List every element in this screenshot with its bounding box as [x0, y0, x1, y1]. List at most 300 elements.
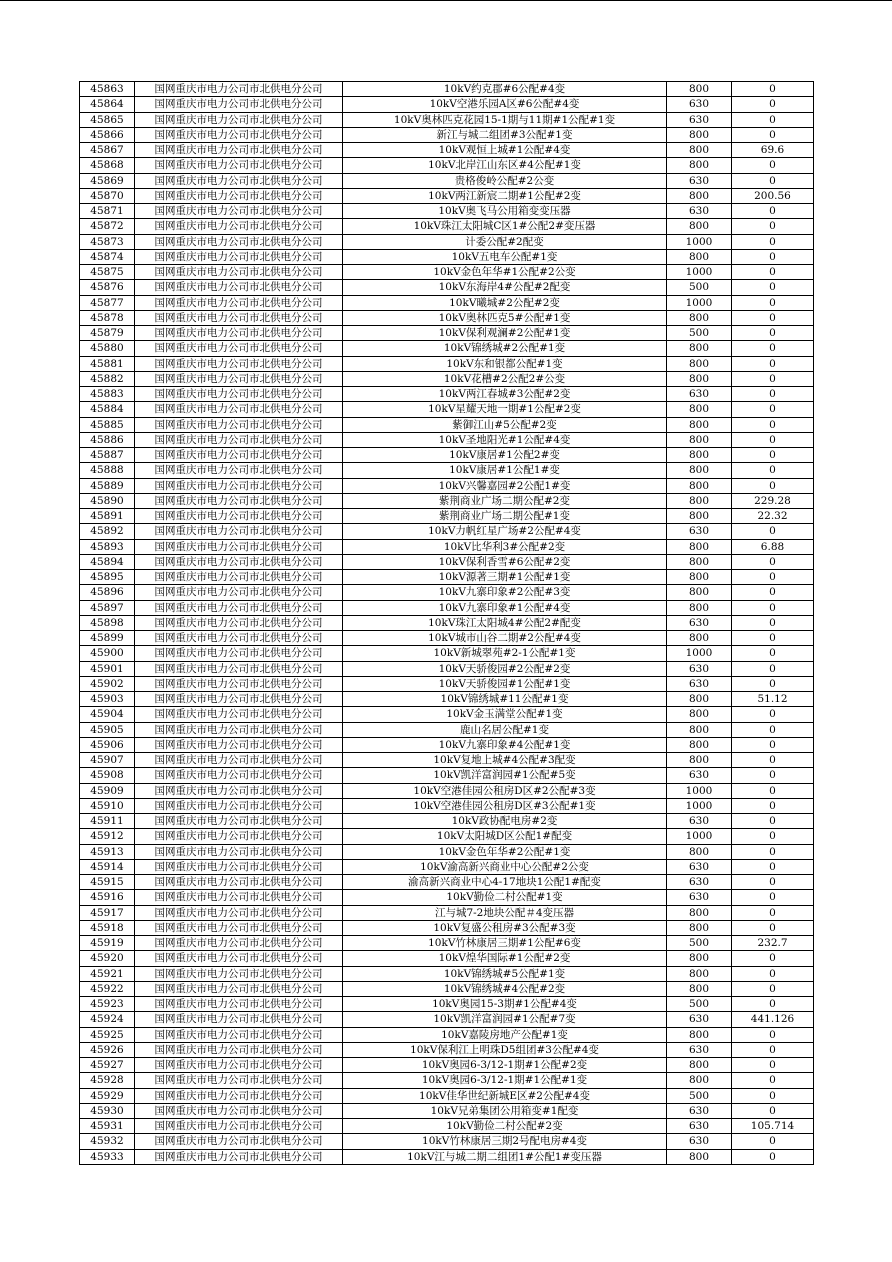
capacity-cell: 800: [667, 127, 732, 142]
company-cell: 国网重庆市电力公司市北供电分公司: [135, 615, 343, 630]
transformer-name-cell: 新江与城二组团#3公配#1变: [343, 127, 667, 142]
row-id-cell: 45890: [80, 493, 135, 508]
capacity-cell: 800: [667, 188, 732, 203]
transformer-name-cell: 10kV珠江太阳城4#公配2#配变: [343, 615, 667, 630]
company-cell: 国网重庆市电力公司市北供电分公司: [135, 310, 343, 325]
transformer-name-cell: 10kV城市山谷二期#2公配#4变: [343, 631, 667, 646]
transformer-name-cell: 10kV复地上城#4公配#3配变: [343, 753, 667, 768]
table-row: [80, 798, 814, 813]
capacity-cell: 630: [667, 890, 732, 905]
table-row: [80, 1073, 814, 1088]
capacity-cell: 500: [667, 280, 732, 295]
row-id-cell: 45874: [80, 249, 135, 264]
table-row: [80, 676, 814, 691]
value-cell: 0: [732, 646, 814, 661]
company-cell: 国网重庆市电力公司市北供电分公司: [135, 1134, 343, 1149]
capacity-cell: 1000: [667, 646, 732, 661]
company-cell: 国网重庆市电力公司市北供电分公司: [135, 112, 343, 127]
table-row: [80, 1027, 814, 1042]
value-cell: 0: [732, 1149, 814, 1164]
value-cell: 0: [732, 280, 814, 295]
table-row: [80, 539, 814, 554]
transformer-name-cell: 10kV江与城二期二组团1#公配1#变压器: [343, 1149, 667, 1164]
transformer-name-cell: 10kV两江新宸二期#1公配#2变: [343, 188, 667, 203]
table-row: [80, 783, 814, 798]
table-row: [80, 844, 814, 859]
capacity-cell: 630: [667, 387, 732, 402]
row-id-cell: 45882: [80, 371, 135, 386]
table-row: [80, 188, 814, 203]
table-row: [80, 631, 814, 646]
company-cell: 国网重庆市电力公司市北供电分公司: [135, 692, 343, 707]
transformer-name-cell: 10kV奥园6-3/12-1期#1公配#1变: [343, 1073, 667, 1088]
transformer-name-cell: 10kV奥林匹克5#公配#1变: [343, 310, 667, 325]
table-row: [80, 753, 814, 768]
row-id-cell: 45878: [80, 310, 135, 325]
row-id-cell: 45872: [80, 219, 135, 234]
transformer-name-cell: 10kV星耀天地一期#1公配#2变: [343, 402, 667, 417]
capacity-cell: 630: [667, 661, 732, 676]
transformer-name-cell: 渝高新兴商业中心4-17地块1公配1#配变: [343, 875, 667, 890]
capacity-cell: 630: [667, 112, 732, 127]
value-cell: 0: [732, 1103, 814, 1118]
company-cell: 国网重庆市电力公司市北供电分公司: [135, 1103, 343, 1118]
transformer-name-cell: 10kV奥飞马公用箱变变压器: [343, 204, 667, 219]
capacity-cell: 800: [667, 585, 732, 600]
capacity-cell: 800: [667, 158, 732, 173]
row-id-cell: 45895: [80, 570, 135, 585]
table-row: [80, 1119, 814, 1134]
capacity-cell: 1000: [667, 829, 732, 844]
value-cell: 0: [732, 1088, 814, 1103]
company-cell: 国网重庆市电力公司市北供电分公司: [135, 143, 343, 158]
value-cell: 0: [732, 204, 814, 219]
value-cell: 0: [732, 981, 814, 996]
row-id-cell: 45923: [80, 997, 135, 1012]
table-row: [80, 143, 814, 158]
company-cell: 国网重庆市电力公司市北供电分公司: [135, 570, 343, 585]
transformer-name-cell: 10kV复盛公租房#3公配#3变: [343, 920, 667, 935]
capacity-cell: 800: [667, 310, 732, 325]
capacity-cell: 630: [667, 875, 732, 890]
company-cell: 国网重庆市电力公司市北供电分公司: [135, 326, 343, 341]
value-cell: 0: [732, 1058, 814, 1073]
table-row: [80, 524, 814, 539]
capacity-cell: 800: [667, 143, 732, 158]
value-cell: 0: [732, 326, 814, 341]
table-row: [80, 920, 814, 935]
capacity-cell: 630: [667, 1103, 732, 1118]
capacity-cell: 630: [667, 524, 732, 539]
value-cell: 0: [732, 966, 814, 981]
value-cell: 0: [732, 737, 814, 752]
row-id-cell: 45913: [80, 844, 135, 859]
capacity-cell: 800: [667, 432, 732, 447]
value-cell: 0: [732, 463, 814, 478]
row-id-cell: 45927: [80, 1058, 135, 1073]
value-cell: 0: [732, 341, 814, 356]
transformer-name-cell: 10kV奥园15-3期#1公配#4变: [343, 997, 667, 1012]
company-cell: 国网重庆市电力公司市北供电分公司: [135, 204, 343, 219]
company-cell: 国网重庆市电力公司市北供电分公司: [135, 768, 343, 783]
table-row: [80, 371, 814, 386]
value-cell: 0: [732, 615, 814, 630]
company-cell: 国网重庆市电力公司市北供电分公司: [135, 554, 343, 569]
company-cell: 国网重庆市电力公司市北供电分公司: [135, 676, 343, 691]
capacity-cell: 800: [667, 356, 732, 371]
company-cell: 国网重庆市电力公司市北供电分公司: [135, 661, 343, 676]
table-row: [80, 692, 814, 707]
transformer-name-cell: 鹿山名居公配#1变: [343, 722, 667, 737]
company-cell: 国网重庆市电力公司市北供电分公司: [135, 127, 343, 142]
table-row: [80, 127, 814, 142]
row-id-cell: 45873: [80, 234, 135, 249]
table-row: [80, 1012, 814, 1027]
row-id-cell: 45894: [80, 554, 135, 569]
transformer-name-cell: 紫荆商业广场二期公配#2变: [343, 493, 667, 508]
value-cell: 0: [732, 97, 814, 112]
value-cell: 0: [732, 997, 814, 1012]
transformer-name-cell: 10kV勤俭二村公配#2变: [343, 1119, 667, 1134]
table-body: [80, 82, 814, 1165]
value-cell: 0: [732, 249, 814, 264]
table-row: [80, 341, 814, 356]
value-cell: 0: [732, 158, 814, 173]
transformer-name-cell: 10kV锦绣城#5公配#1变: [343, 966, 667, 981]
value-cell: 0: [732, 1027, 814, 1042]
table-row: [80, 936, 814, 951]
value-cell: 0: [732, 387, 814, 402]
row-id-cell: 45903: [80, 692, 135, 707]
row-id-cell: 45907: [80, 753, 135, 768]
capacity-cell: 630: [667, 1119, 732, 1134]
company-cell: 国网重庆市电力公司市北供电分公司: [135, 1012, 343, 1027]
table-row: [80, 173, 814, 188]
table-row: [80, 1134, 814, 1149]
transformer-name-cell: 10kV比华利3#公配#2变: [343, 539, 667, 554]
capacity-cell: 800: [667, 981, 732, 996]
transformer-name-cell: 10kV圣地阳光#1公配#4变: [343, 432, 667, 447]
row-id-cell: 45910: [80, 798, 135, 813]
transformer-name-cell: 10kV凯洋富润园#1公配#5变: [343, 768, 667, 783]
data-table-container: [79, 81, 814, 1165]
transformer-name-cell: 10kV保利江上明珠D5组团#3公配#4变: [343, 1042, 667, 1057]
table-row: [80, 707, 814, 722]
table-row: [80, 859, 814, 874]
value-cell: 51.12: [732, 692, 814, 707]
row-id-cell: 45898: [80, 615, 135, 630]
value-cell: 0: [732, 707, 814, 722]
capacity-cell: 1000: [667, 234, 732, 249]
row-id-cell: 45863: [80, 82, 135, 97]
value-cell: 0: [732, 829, 814, 844]
value-cell: 0: [732, 905, 814, 920]
table-row: [80, 478, 814, 493]
value-cell: 6.88: [732, 539, 814, 554]
capacity-cell: 800: [667, 905, 732, 920]
table-row: [80, 890, 814, 905]
table-row: [80, 326, 814, 341]
transformer-name-cell: 10kV锦绣城#4公配#2变: [343, 981, 667, 996]
capacity-cell: 500: [667, 326, 732, 341]
transformer-name-cell: 10kV太阳城D区公配1#配变: [343, 829, 667, 844]
row-id-cell: 45914: [80, 859, 135, 874]
capacity-cell: 800: [667, 463, 732, 478]
transformer-name-cell: 10kV北岸江山东区#4公配#1变: [343, 158, 667, 173]
company-cell: 国网重庆市电力公司市北供电分公司: [135, 966, 343, 981]
table-row: [80, 615, 814, 630]
row-id-cell: 45931: [80, 1119, 135, 1134]
value-cell: 0: [732, 768, 814, 783]
row-id-cell: 45885: [80, 417, 135, 432]
row-id-cell: 45905: [80, 722, 135, 737]
table-row: [80, 600, 814, 615]
value-cell: 69.6: [732, 143, 814, 158]
transformer-name-cell: 10kV力帆红星广场#2公配#4变: [343, 524, 667, 539]
table-row: [80, 158, 814, 173]
row-id-cell: 45893: [80, 539, 135, 554]
transformer-name-cell: 贵格俊岭公配#2公变: [343, 173, 667, 188]
company-cell: 国网重庆市电力公司市北供电分公司: [135, 402, 343, 417]
transformer-name-cell: 10kV观恒上城#1公配#4变: [343, 143, 667, 158]
row-id-cell: 45896: [80, 585, 135, 600]
value-cell: 0: [732, 265, 814, 280]
company-cell: 国网重庆市电力公司市北供电分公司: [135, 1149, 343, 1164]
transformer-name-cell: 10kV金玉满堂公配#1变: [343, 707, 667, 722]
row-id-cell: 45884: [80, 402, 135, 417]
capacity-cell: 500: [667, 936, 732, 951]
row-id-cell: 45864: [80, 97, 135, 112]
transformer-name-cell: 10kV珠江太阳城C区1#公配2#变压器: [343, 219, 667, 234]
row-id-cell: 45924: [80, 1012, 135, 1027]
transformer-name-cell: 10kV天骄俊园#1公配#1变: [343, 676, 667, 691]
capacity-cell: 500: [667, 1088, 732, 1103]
value-cell: 0: [732, 631, 814, 646]
value-cell: 441.126: [732, 1012, 814, 1027]
company-cell: 国网重庆市电力公司市北供电分公司: [135, 387, 343, 402]
row-id-cell: 45900: [80, 646, 135, 661]
company-cell: 国网重庆市电力公司市北供电分公司: [135, 936, 343, 951]
transformer-name-cell: 10kV天骄俊园#2公配#2变: [343, 661, 667, 676]
transformer-name-cell: 10kV锦绣城#2公配#1变: [343, 341, 667, 356]
row-id-cell: 45922: [80, 981, 135, 996]
row-id-cell: 45928: [80, 1073, 135, 1088]
row-id-cell: 45904: [80, 707, 135, 722]
transformer-name-cell: 10kV九寨印象#1公配#4变: [343, 600, 667, 615]
value-cell: 0: [732, 402, 814, 417]
table-row: [80, 402, 814, 417]
value-cell: 0: [732, 783, 814, 798]
capacity-cell: 800: [667, 448, 732, 463]
company-cell: 国网重庆市电力公司市北供电分公司: [135, 890, 343, 905]
row-id-cell: 45871: [80, 204, 135, 219]
row-id-cell: 45921: [80, 966, 135, 981]
value-cell: 0: [732, 600, 814, 615]
company-cell: 国网重庆市电力公司市北供电分公司: [135, 844, 343, 859]
company-cell: 国网重庆市电力公司市北供电分公司: [135, 97, 343, 112]
capacity-cell: 800: [667, 371, 732, 386]
row-id-cell: 45902: [80, 676, 135, 691]
value-cell: 0: [732, 920, 814, 935]
company-cell: 国网重庆市电力公司市北供电分公司: [135, 920, 343, 935]
capacity-cell: 630: [667, 1134, 732, 1149]
row-id-cell: 45877: [80, 295, 135, 310]
capacity-cell: 800: [667, 722, 732, 737]
table-row: [80, 463, 814, 478]
row-id-cell: 45899: [80, 631, 135, 646]
company-cell: 国网重庆市电力公司市北供电分公司: [135, 905, 343, 920]
value-cell: 0: [732, 875, 814, 890]
table-row: [80, 997, 814, 1012]
company-cell: 国网重庆市电力公司市北供电分公司: [135, 188, 343, 203]
row-id-cell: 45891: [80, 509, 135, 524]
company-cell: 国网重庆市电力公司市北供电分公司: [135, 158, 343, 173]
value-cell: 0: [732, 1134, 814, 1149]
table-row: [80, 585, 814, 600]
row-id-cell: 45929: [80, 1088, 135, 1103]
company-cell: 国网重庆市电力公司市北供电分公司: [135, 341, 343, 356]
row-id-cell: 45906: [80, 737, 135, 752]
transformer-name-cell: 江与城7-2地块公配＃4变压器: [343, 905, 667, 920]
company-cell: 国网重庆市电力公司市北供电分公司: [135, 1042, 343, 1057]
value-cell: 232.7: [732, 936, 814, 951]
transformer-name-cell: 计委公配#2配变: [343, 234, 667, 249]
table-row: [80, 295, 814, 310]
company-cell: 国网重庆市电力公司市北供电分公司: [135, 707, 343, 722]
value-cell: 0: [732, 554, 814, 569]
capacity-cell: 630: [667, 814, 732, 829]
company-cell: 国网重庆市电力公司市北供电分公司: [135, 737, 343, 752]
company-cell: 国网重庆市电力公司市北供电分公司: [135, 371, 343, 386]
capacity-cell: 800: [667, 402, 732, 417]
value-cell: 0: [732, 585, 814, 600]
transformer-name-cell: 紫荆商业广场二期公配#1变: [343, 509, 667, 524]
capacity-cell: 800: [667, 600, 732, 615]
transformer-name-cell: 10kV政协配电房#2变: [343, 814, 667, 829]
table-row: [80, 646, 814, 661]
table-row: [80, 768, 814, 783]
table-row: [80, 829, 814, 844]
company-cell: 国网重庆市电力公司市北供电分公司: [135, 219, 343, 234]
capacity-cell: 800: [667, 570, 732, 585]
table-row: [80, 509, 814, 524]
company-cell: 国网重庆市电力公司市北供电分公司: [135, 1088, 343, 1103]
value-cell: 0: [732, 798, 814, 813]
company-cell: 国网重庆市电力公司市北供电分公司: [135, 173, 343, 188]
table-row: [80, 219, 814, 234]
row-id-cell: 45908: [80, 768, 135, 783]
table-row: [80, 280, 814, 295]
transformer-name-cell: 10kV新城翠苑#2-1公配#1变: [343, 646, 667, 661]
value-cell: 0: [732, 310, 814, 325]
transformer-name-cell: 10kV兴馨嘉园#2公配1#变: [343, 478, 667, 493]
company-cell: 国网重庆市电力公司市北供电分公司: [135, 1073, 343, 1088]
transformer-name-cell: 10kV佳华世纪新城E区#2公配#4变: [343, 1088, 667, 1103]
capacity-cell: 630: [667, 859, 732, 874]
table-row: [80, 356, 814, 371]
table-row: [80, 448, 814, 463]
transformer-name-cell: 10kV勤俭二村公配#1变: [343, 890, 667, 905]
table-row: [80, 1149, 814, 1164]
capacity-cell: 630: [667, 615, 732, 630]
company-cell: 国网重庆市电力公司市北供电分公司: [135, 539, 343, 554]
capacity-cell: 800: [667, 249, 732, 264]
transformer-name-cell: 10kV东海岸4#公配#2配变: [343, 280, 667, 295]
transformer-name-cell: 10kV凯洋富润园#1公配#7变: [343, 1012, 667, 1027]
transformer-name-cell: 10kV奥园6-3/12-1期#1公配#2变: [343, 1058, 667, 1073]
capacity-cell: 1000: [667, 798, 732, 813]
table-row: [80, 97, 814, 112]
company-cell: 国网重庆市电力公司市北供电分公司: [135, 509, 343, 524]
table-row: [80, 249, 814, 264]
row-id-cell: 45865: [80, 112, 135, 127]
row-id-cell: 45876: [80, 280, 135, 295]
transformer-name-cell: 10kV锦绣城#11公配#1变: [343, 692, 667, 707]
transformer-name-cell: 10kV九寨印象#4公配#1变: [343, 737, 667, 752]
capacity-cell: 800: [667, 341, 732, 356]
table-row: [80, 1088, 814, 1103]
transformer-name-cell: 10kV嘉陵房地产公配#1变: [343, 1027, 667, 1042]
row-id-cell: 45920: [80, 951, 135, 966]
value-cell: 0: [732, 814, 814, 829]
company-cell: 国网重庆市电力公司市北供电分公司: [135, 295, 343, 310]
row-id-cell: 45915: [80, 875, 135, 890]
row-id-cell: 45867: [80, 143, 135, 158]
capacity-cell: 800: [667, 554, 732, 569]
company-cell: 国网重庆市电力公司市北供电分公司: [135, 646, 343, 661]
capacity-cell: 630: [667, 204, 732, 219]
transformer-name-cell: 10kV五电车公配#1变: [343, 249, 667, 264]
value-cell: 0: [732, 82, 814, 97]
table-row: [80, 265, 814, 280]
capacity-cell: 800: [667, 844, 732, 859]
table-row: [80, 493, 814, 508]
transformer-name-cell: 10kV约克郡#6公配#4变: [343, 82, 667, 97]
table-row: [80, 1042, 814, 1057]
value-cell: 229.28: [732, 493, 814, 508]
capacity-cell: 800: [667, 631, 732, 646]
value-cell: 0: [732, 371, 814, 386]
value-cell: 0: [732, 661, 814, 676]
row-id-cell: 45892: [80, 524, 135, 539]
company-cell: 国网重庆市电力公司市北供电分公司: [135, 829, 343, 844]
value-cell: 0: [732, 112, 814, 127]
company-cell: 国网重庆市电力公司市北供电分公司: [135, 631, 343, 646]
table-row: [80, 722, 814, 737]
capacity-cell: 630: [667, 97, 732, 112]
table-row: [80, 82, 814, 97]
capacity-cell: 800: [667, 219, 732, 234]
company-cell: 国网重庆市电力公司市北供电分公司: [135, 753, 343, 768]
company-cell: 国网重庆市电力公司市北供电分公司: [135, 463, 343, 478]
company-cell: 国网重庆市电力公司市北供电分公司: [135, 432, 343, 447]
row-id-cell: 45879: [80, 326, 135, 341]
row-id-cell: 45888: [80, 463, 135, 478]
value-cell: 0: [732, 859, 814, 874]
table-row: [80, 112, 814, 127]
value-cell: 0: [732, 1042, 814, 1057]
row-id-cell: 45933: [80, 1149, 135, 1164]
value-cell: 0: [732, 173, 814, 188]
value-cell: 0: [732, 722, 814, 737]
row-id-cell: 45926: [80, 1042, 135, 1057]
transformer-name-cell: 10kV金色年华#1公配#2公变: [343, 265, 667, 280]
value-cell: 0: [732, 234, 814, 249]
company-cell: 国网重庆市电力公司市北供电分公司: [135, 356, 343, 371]
transformer-name-cell: 10kV煌华国际#1公配#2变: [343, 951, 667, 966]
company-cell: 国网重庆市电力公司市北供电分公司: [135, 722, 343, 737]
table-row: [80, 432, 814, 447]
